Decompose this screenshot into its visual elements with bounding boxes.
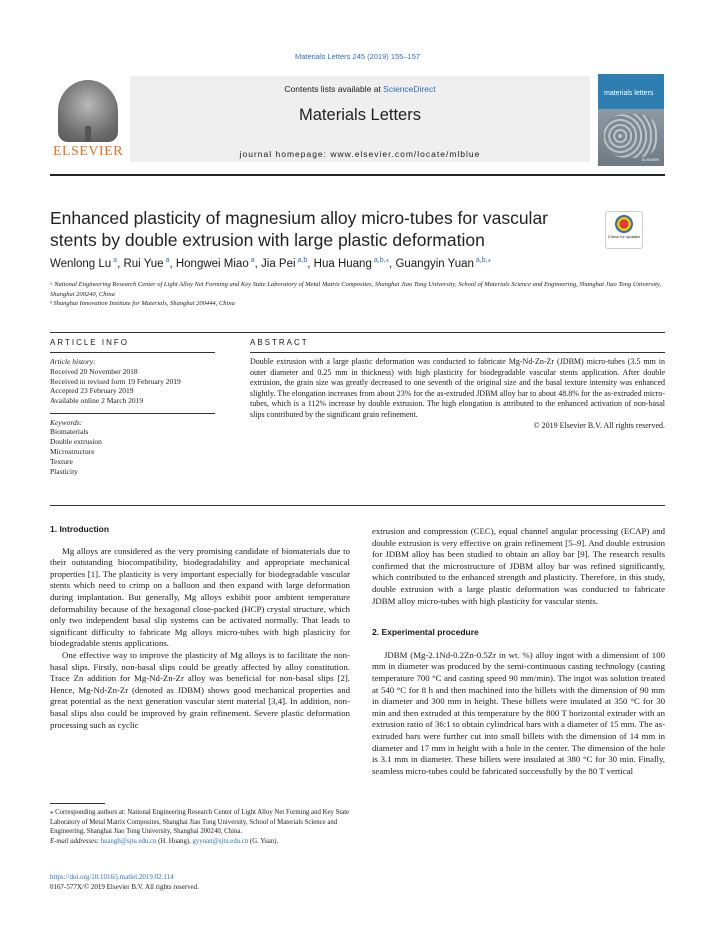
header-divider	[50, 174, 665, 176]
affiliations	[50, 280, 665, 309]
author-affiliation-marker[interactable]: a,b	[297, 257, 308, 264]
keywords-label: Keywords:	[50, 417, 83, 427]
elsevier-tree-icon	[58, 80, 118, 142]
cover-title: materials letters	[604, 90, 654, 97]
paragraph: Mg alloys are considered as the very promising candidate of biomaterials due to their outstanding biocompatibility, biodegradability and appropriate mechanical properties [1]. The plasticity is very important especially for biodegradable vascular stents which need to crimp on a balloon and then expand with large deformation during implantation. But generally, Mg alloys exhibit poor ambient temperature deformability because of the hexagonal close-packed (HCP) crystal structure, which only two independent basal slip systems can be activated normally. That leads to significant difficulty to fabricate Mg alloys micro-tubes with high plasticity for biodegradable stents applications.	[50, 545, 350, 649]
contents-line	[130, 84, 590, 94]
email-label: E-mail addresses:	[50, 837, 100, 845]
crossmark-icon	[615, 215, 633, 233]
article-title: Enhanced plasticity of magnesium alloy micro-tubes for vascular stents by double extrusion with large plastic deformation	[50, 208, 548, 250]
check-updates-label: Check for updates	[607, 234, 641, 239]
author-name[interactable]: Jia Pei	[261, 257, 296, 270]
author-list: Wenlong Lu $^a$, Rui Yue $^a$, Hongwei Miao $^a$, Jia Pei $^{a,b}$, Hua Huang $^{a,b,⁎}$, Guangyin Yuan $^{a,b,⁎}$	[50, 257, 492, 270]
affiliation-b: ᵇ Shanghai Innovation Institute for Materials, Shanghai 200444, China	[50, 300, 235, 307]
doi-link[interactable]: https://doi.org/10.1016/j.matlet.2019.02.114	[50, 873, 174, 881]
author-affiliation-marker[interactable]: a	[250, 257, 255, 264]
abstract-heading: ABSTRACT	[250, 338, 309, 347]
keyword: Biomaterials	[50, 427, 89, 437]
affiliation-a: ᵃ National Engineering Research Center of Light Alloy Net Forming and Key State Laboratory of Metal Matrix Composites, Shanghai Jiao Tong University, School of Materials Science and Engineering, Shanghai Jiao Tong University, Shanghai 200240, China	[50, 281, 662, 298]
info-divider	[50, 352, 215, 353]
issn-line: 0167-577X/© 2019 Elsevier B.V. All rights reserved.	[50, 883, 199, 891]
journal-citation[interactable]: Materials Letters 245 (2019) 155–157	[294, 52, 421, 61]
author-affiliation-marker[interactable]: a	[113, 257, 118, 264]
elsevier-wordmark: ELSEVIER	[52, 144, 124, 159]
author-name[interactable]: Rui Yue	[123, 257, 164, 270]
email-owner: (H. Huang),	[156, 837, 193, 845]
abstract-body	[250, 357, 665, 431]
journal-homepage[interactable]: journal homepage: www.elsevier.com/locate/mlblue	[239, 149, 481, 159]
author-affiliation-marker[interactable]: a,b,⁎	[475, 257, 492, 264]
author-name[interactable]: Wenlong Lu	[50, 257, 112, 270]
history-accepted: Accepted 23 February 2019	[50, 386, 134, 396]
footnote-rule	[50, 803, 105, 804]
author-name[interactable]: Hongwei Miao	[175, 257, 249, 270]
email-link-yuan[interactable]: gyyuan@sjtu.edu.cn	[192, 837, 249, 845]
author-name[interactable]: Guangyin Yuan	[395, 257, 474, 270]
history-online: Available online 2 March 2019	[50, 396, 144, 406]
section-1-heading: 1. Introduction	[50, 524, 110, 534]
cover-publisher: ELSEVIER	[641, 158, 659, 162]
elsevier-logo[interactable]	[50, 74, 126, 166]
keyword: Double extrusion	[50, 437, 102, 447]
email-link-huang[interactable]: huangh@sjtu.edu.cn	[100, 837, 157, 845]
section-2-heading: 2. Experimental procedure	[372, 627, 479, 638]
journal-banner	[130, 76, 590, 162]
keyword: Microstructure	[50, 446, 95, 456]
check-for-updates-badge[interactable]	[605, 211, 643, 249]
author-name[interactable]: Hua Huang	[313, 257, 372, 270]
contents-prefix: Contents lists available at	[284, 84, 384, 94]
article-footer	[50, 872, 362, 892]
abstract-copyright: © 2019 Elsevier B.V. All rights reserved.	[533, 420, 665, 430]
history-revised: Received in revised form 19 February 2019	[50, 376, 181, 386]
author-affiliation-marker[interactable]: a,b,⁎	[373, 257, 390, 264]
paragraph: One effective way to improve the plasticity of Mg alloys is to facilitate the non-basal slips. Firstly, non-basal slips could be greatly affected by alloy constitution. Trace Zn addition for Mg-Nd-Zn-Zr alloy was beneficial for non-basal slips [2]. Hence, Mg-Nd-Zn-Zr (denoted as JDBM) shows good mechanical properties and great potential as the next generation vascular stent material [3,4]. In addition, non-basal slips also could be improved by grain refinement. Severe plastic deformation processing such as cyclic	[50, 649, 350, 730]
left-column	[50, 524, 350, 731]
corresponding-note: ⁎ Corresponding authors at: National Engineering Research Center of Light Alloy Net Forming and Key State Laboratory of Metal Matrix Composites, Shanghai Jiao Tong University, School of Materials Science and Engineering, Shanghai Jiao Tong University, Shanghai 200240, China.	[50, 809, 350, 835]
history-label: Article history:	[50, 357, 96, 366]
body-divider	[50, 505, 665, 506]
cover-image	[604, 114, 658, 158]
author-affiliation-marker[interactable]: a	[165, 257, 170, 264]
keyword: Texture	[50, 456, 73, 466]
abstract-text: Double extrusion with a large plastic deformation was conducted to fabricate Mg-Nd-Zn-Zr (JDBM) micro-tubes (3.5 mm in outer diameter and 0.25 mm in thickness) with high plasticity for biodegradable vascular stents application. After double extrusion, the grain size was greatly decreased to one seventh of the original size and the basal texture intensity was enhanced slightly. The elongation increases from about 23% for the as-extruded JDBM alloy bar to about 48.8% for the as-extruded micro-tubes, which is a 112% increase by double extrusion. The high elongation is attributed to the enhanced activation of non-basal slips contributed by the significant grain refinement.	[250, 357, 665, 419]
history-received: Received 20 November 2018	[50, 366, 138, 376]
article-info-heading: ARTICLE INFO	[50, 338, 129, 347]
journal-title: Materials Letters	[299, 106, 421, 124]
abstract-divider	[250, 352, 665, 353]
right-column	[372, 526, 665, 777]
sciencedirect-link[interactable]: ScienceDirect	[383, 84, 436, 94]
email-owner: (G. Yuan).	[248, 837, 279, 845]
journal-cover[interactable]	[598, 74, 664, 166]
keyword: Plasticity	[50, 466, 78, 476]
footnote	[50, 808, 362, 846]
paragraph: extrusion and compression (CEC), equal channel angular processing (ECAP) and double extrusion is very effective on grain refinement [5–9]. And double extrusion for JDBM alloy has been studied to obtain an alloy bar [9]. The research results confirmed that the microstructure of JDBM alloy bar was refined significantly, which contributed to the enhanced strength and plasticity. Therefore, in this study, double extrusion with a large plastic deformation was conducted to fabricate JDBM alloy micro-tubes with high plasticity for vascular stents.	[372, 526, 665, 606]
keywords-divider	[50, 413, 215, 414]
paragraph: JDBM (Mg-2.1Nd-0.2Zn-0.5Zr in wt. %) alloy ingot with a dimension of 100 mm in diameter was produced by the semi-continuous casting technology (casting temperature 700 °C and casting speed 90 mm/min). The ingot was solution treated at 540 °C for 8 h and then machined into the billets with the dimension of 90 mm in diameter and 300 mm in height. These billets were insulated at 350 °C for 30 min and then extruded at this temperature by the 800 T horizontal extruder with an extrusion ratio of 36:1 to obtain cylindrical bars with a diameter of 15 mm. The as-extruded bars were further cut into small billets with the dimension of 14 mm in diameter and 17 mm in height with a hole in the center. The dimension of the hole is 3.1 mm in diameter. These billets were insulated at 380 °C for 30 min. Finally, seamless micro-tubes could be fabricated successfully by the 80 T vertical	[372, 649, 665, 776]
article-info	[50, 357, 210, 476]
email-line	[50, 837, 362, 847]
section-divider	[50, 332, 665, 333]
